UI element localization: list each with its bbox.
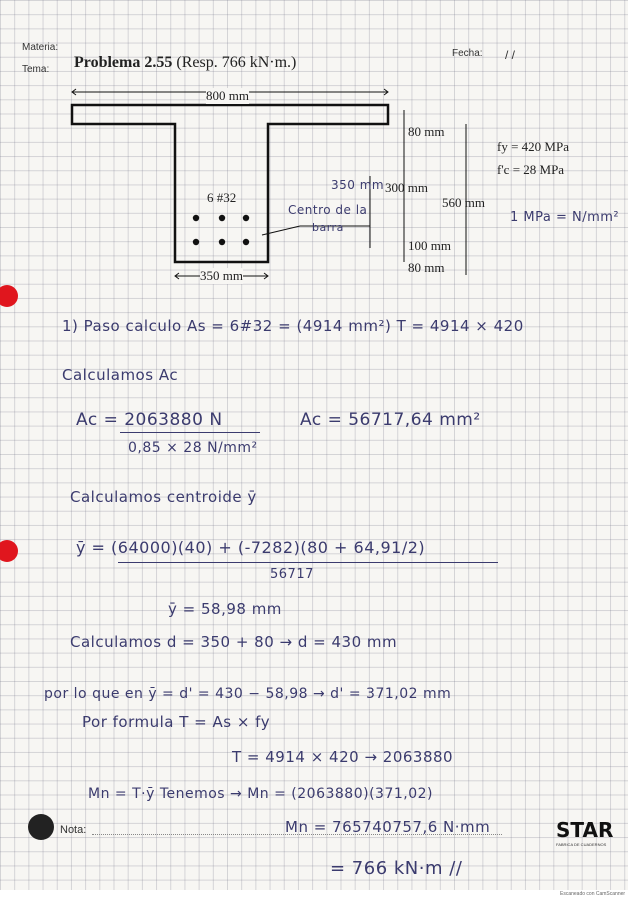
bars-label: 6 #32 [207,190,237,205]
work-line-7: Calculamos d = 350 + 80 → d = 430 mm [70,633,398,651]
work-line-8: por lo que en ȳ = d' = 430 − 58,98 → d' = 371,02 mm [44,686,452,702]
dim-flange-80: 80 mm [408,124,445,139]
work-line-3a: Ac = 2063880 N [76,410,223,430]
dim-100: 100 mm [408,238,451,253]
work-line-2: Calculamos Ac [62,366,179,384]
fraction-bar-2 [118,562,498,563]
dim-300: 300 mm [385,180,428,195]
dim-80-cover: 80 mm [408,260,445,275]
centroid-note-1: Centro de la [288,203,368,217]
work-line-4: Calculamos centroide ȳ [70,488,257,506]
notebook-logo-badge [28,814,54,840]
fecha-label: Fecha: [452,48,483,59]
work-line-3c: Ac = 56717,64 mm² [300,410,481,430]
work-line-9: Por formula T = As × fy [82,713,271,731]
dim-560: 560 mm [442,195,485,210]
nota-line [92,834,502,835]
dim-web-350: 350 mm [200,268,243,283]
work-line-1: 1) Paso calculo As = 6#32 = (4914 mm²) T = 4914 × 420 [62,317,524,335]
work-line-5a: ȳ = (64000)(40) + (-7282)(80 + 64,91/2) [76,538,426,557]
fecha-value: / / [505,48,516,62]
work-line-3b: 0,85 × 28 N/mm² [128,440,258,456]
work-line-12: Mn = 765740757,6 N·mm [285,818,491,836]
fraction-bar-1 [120,432,260,433]
work-line-11: Mn = T·ȳ Tenemos → Mn = (2063880)(371,02) [88,786,433,802]
centroid-note-2: barra [312,221,344,234]
dim-350-note: 350 mm [331,178,385,192]
work-line-6: ȳ = 58,98 mm [168,600,282,618]
work-line-5b: 56717 [270,567,314,582]
fc-value: f'c = 28 MPa [497,162,565,177]
nota-label: Nota: [60,824,87,836]
materia-label: Materia: [22,42,59,53]
star-brand-logo [556,818,613,842]
problem-number: Problema 2.55 [74,54,173,71]
work-line-10: T = 4914 × 420 → 2063880 [232,748,454,766]
unit-note: 1 MPa = N/mm² [510,210,620,225]
tema-label: Tema: [22,64,50,75]
work-line-13: = 766 kN·m // [330,858,463,879]
fy-value: fy = 420 MPa [497,139,569,154]
brand-text: STAR [556,818,614,842]
scan-note: Escaneado con CamScanner [560,891,626,897]
dim-width-top: 800 mm [206,88,249,103]
problem-answer: (Resp. 766 kN·m.) [176,54,297,71]
brand-subtitle: FABRICA DE CUADERNOS [556,842,607,847]
